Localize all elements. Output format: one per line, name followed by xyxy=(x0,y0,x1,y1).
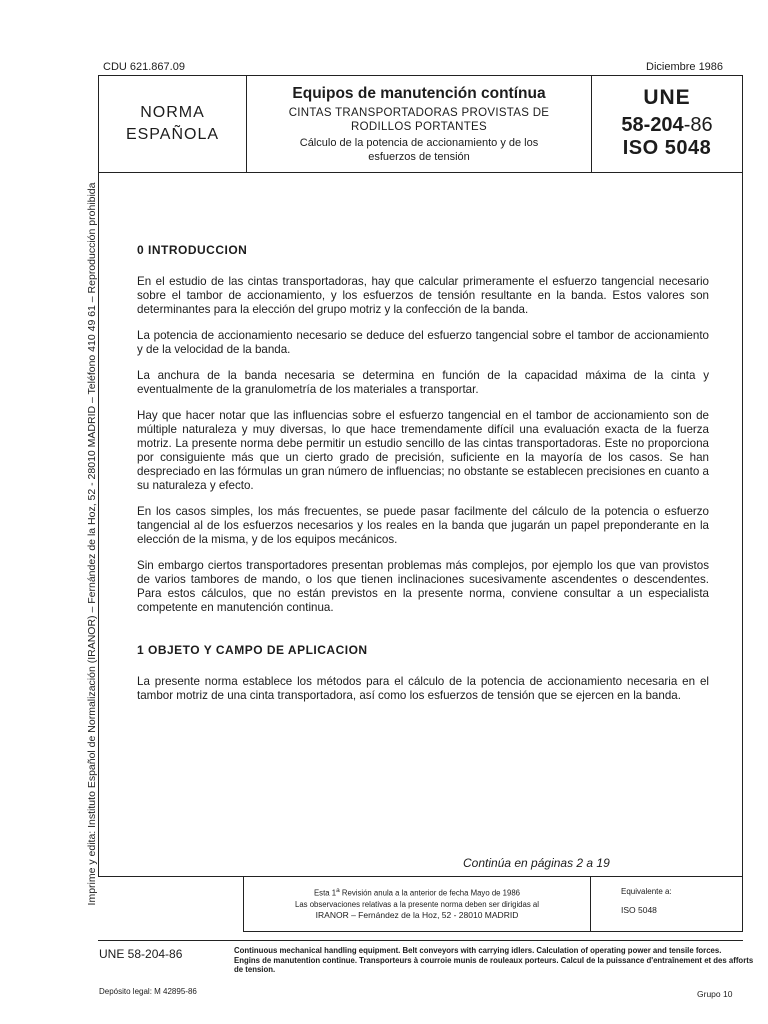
revision-note-pre: Esta 1 xyxy=(313,888,337,898)
publisher-side-text: Imprime y edita: Instituto Español de Normalización (IRANOR) – Fernández de la Hoz, 52 - 28010 MADRID – Teléfono 410 49 61 – Reproducción prohibida xyxy=(86,182,98,906)
iranor-address: IRANOR – Fernández de la Hoz, 52 - 28010 MADRID xyxy=(315,909,519,920)
intro-paragraph-2: La potencia de accionamiento necesario se deduce del esfuerzo tangencial sobre el tambor de accionamiento y de la velocidad de la banda. xyxy=(137,329,709,356)
norma-label: NORMA xyxy=(140,104,205,121)
iso-code: ISO 5048 xyxy=(622,137,712,159)
group-label: Grupo 10 xyxy=(697,989,733,999)
description-line-1: Cálculo de la potencia de accionamiento y de los xyxy=(299,137,539,149)
header-box xyxy=(98,75,743,173)
issue-date: Diciembre 1986 xyxy=(646,61,724,73)
document-body xyxy=(137,243,709,715)
subtitle-line-1: CINTAS TRANSPORTADORAS PROVISTAS DE xyxy=(288,107,550,119)
continuation-note: Continúa en páginas 2 a 19 xyxy=(463,856,610,870)
observations-note: Las observaciones relativas a la presente norma deben ser dirigidas al xyxy=(294,899,539,909)
title-cell xyxy=(247,76,592,172)
standard-code-cell xyxy=(592,76,742,172)
intro-heading: 0 INTRODUCCION xyxy=(137,243,248,257)
intro-paragraph-6: Sin embargo ciertos transportadores presentan problemas más complejos, por ejemplo los que van provistos de varios tambores de mando, o los que tienen inclinaciones sucesivamente ascendentes o descendentes. Para estos cálculos, que no están previstos en la presente norma, conviene consultar a un especialista competente en manutención continua. xyxy=(137,559,709,614)
equivalent-label: Equivalente a: xyxy=(621,887,672,896)
objeto-paragraph-1: La presente norma establece los métodos para el cálculo de la potencia de accionamiento necesaria en el tambor motriz de una cinta transportadora, así como los esfuerzos de tensión que se ejercen en la banda. xyxy=(137,675,709,702)
description-line-2: esfuerzos de tensión xyxy=(368,151,470,163)
bottom-divider xyxy=(98,940,743,941)
bottom-une-code: UNE 58-204-86 xyxy=(99,947,183,961)
intro-paragraph-1: En el estudio de las cintas transportadoras, hay que calcular primeramente el esfuerzo tangencial necesario sobre el tambor de accionamiento, y los esfuerzos de tensión resultante en la banda. Estos valores son determinantes para la elección del grupo motriz y la confección de la banda. xyxy=(137,275,709,316)
cdu-code: CDU 621.867.09 xyxy=(103,61,185,73)
standard-number-year: -86 xyxy=(683,114,713,136)
equivalent-cell xyxy=(591,877,744,931)
norma-cell xyxy=(99,76,247,172)
revision-cell xyxy=(244,877,591,931)
intro-paragraph-4: Hay que hacer notar que las influencias sobre el esfuerzo tangencial en el tambor de accionamiento son de múltiple naturaleza y muy diversas, lo que hace tremendamente difícil una evaluación exacta de la fuerza motriz. La presente norma debe permitir un estudio sencillo de las cintas transportadoras. Este no proporciona por consiguiente más que un cierto grado de precisión, suficiente en la mayoría de los casos. Se han despreciado en las fórmulas un gran número de influencias; no obstante se establecen precisiones en cuanto a su naturaleza y efecto. xyxy=(137,409,709,492)
intro-paragraph-3: La anchura de la banda necesaria se determina en función de la capacidad máxima de la cinta y eventualmente de la granulometría de los materiales a transportar. xyxy=(137,369,709,396)
translated-titles xyxy=(234,946,754,975)
objeto-heading: 1 OBJETO Y CAMPO DE APLICACION xyxy=(137,643,368,657)
legal-deposit: Depósito legal: M 42895-86 xyxy=(99,987,197,996)
intro-paragraph-5: En los casos simples, los más frecuentes, se puede pasar facilmente del cálculo de la potencia o esfuerzo tangencial al de los esfuerzos necesarios y los reales en la banda que jugarán un papel preponderante en la elección de la misma, y de los equipos mecánicos. xyxy=(137,505,709,546)
french-title-note: Engins de manutention continue. Transporteurs à courroie munis de rouleaux porteurs. Calcul de la puissance d'entraînement et des afforts de tension. xyxy=(234,955,754,974)
une-label: UNE xyxy=(643,86,691,109)
revision-note xyxy=(244,885,590,899)
standard-number-main: 58-204 xyxy=(621,114,684,136)
espanola-label: ESPAÑOLA xyxy=(125,126,220,143)
subtitle-line-2: RODILLOS PORTANTES xyxy=(351,121,487,133)
english-title-note: Continuous mechanical handling equipment. Belt conveyors with carrying idlers. Calculation of operating power and tensile forces. xyxy=(234,946,722,955)
standard-number xyxy=(592,114,742,137)
equivalent-value: ISO 5048 xyxy=(621,905,657,915)
revision-note-post: Revisión anula a la anterior de fecha Mayo de 1986 xyxy=(339,888,521,898)
revision-note-sup: a xyxy=(336,887,340,894)
document-title: Equipos de manutención contínua xyxy=(292,85,546,102)
footer-box xyxy=(243,877,743,932)
